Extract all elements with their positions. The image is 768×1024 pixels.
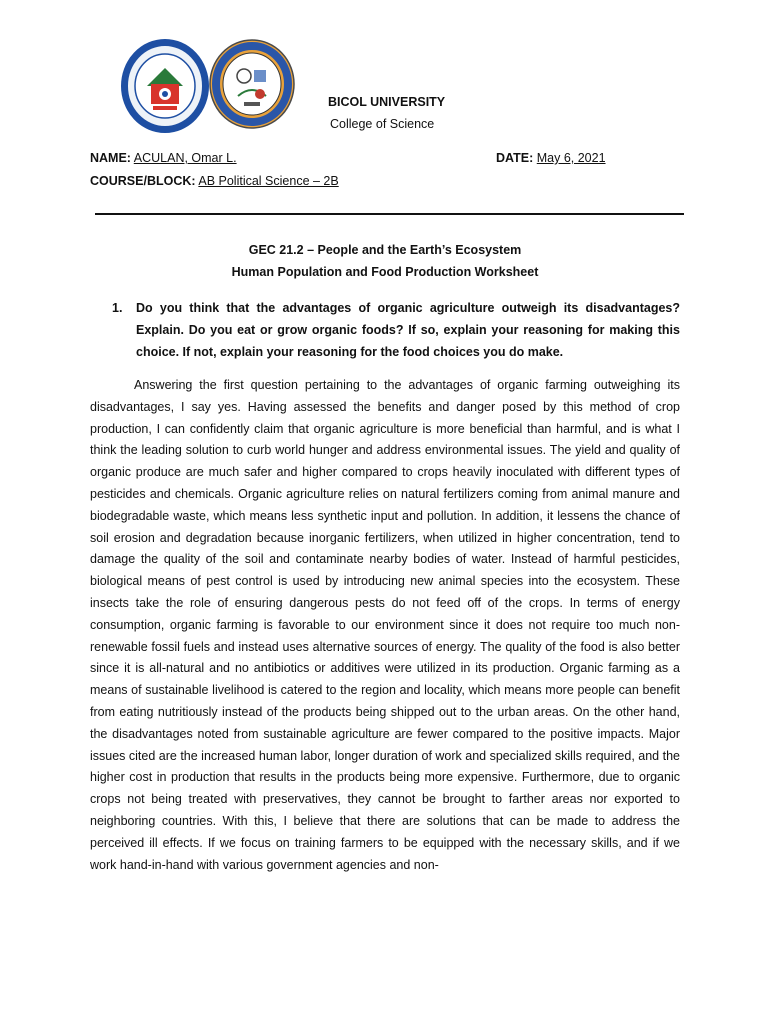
date-row — [496, 151, 606, 165]
question-text: Do you think that the advantages of organic agriculture outweigh its disadvantages? Explain. Do you eat or grow organic foods? If so, explain your reasoning for making this choice. If not, explain your reasoning for the food choices you do make. — [136, 301, 680, 359]
date-label: DATE: — [496, 151, 534, 165]
header-divider — [95, 213, 684, 215]
student-name: ACULAN, Omar L. — [133, 151, 237, 165]
answer-paragraph: Answering the first question pertaining to the advantages of organic farming outweighing its disadvantages, I say yes. Having assessed the benefits and danger posed by this method of crop production, I can confidently claim that organic agriculture is more beneficial than harmful, and is what I think the leading solution to curb world hunger and address environmental issues. The yield and quality of organic produce are much safer and higher compared to crops heavily inoculated with different types of pesticides and chemicals. Organic agriculture relies on natural fertilizers coming from animal manure and biodegradable waste, which means less synthetic input and pollution. In addition, it lessens the chance of soil erosion and degradation because inorganic fertilizers, when utilized in higher concentration, tend to damage the quality of the soil and contaminate nearby bodies of water. Instead of harmful pesticides, biological means of pest control is used by introducing new animal species into the ecosystem. These insects take the role of ensuring dangerous pests do not feed off of the crops. In terms of energy consumption, organic farming is favorable to our environment since it does not require too much non-renewable fossil fuels and instead uses alternative sources of energy. The quality of the food is also better since it is all-natural and no antibiotics or additives were utilized in its production. Organic farming as a means of sustainable livelihood is catered to the region and locality, which means more people can benefit from eating nutritiously instead of the products being shipped out to the urban areas. On the other hand, the disadvantages noted from sustainable agriculture are fewer compared to the positive impacts. Major issues cited are the increased human labor, longer duration of work and specialized skills required, and the higher cost in production that results in the products being more expensive. Furthermore, due to organic crops not being treated with preservatives, they cannot be brought to farther areas nor exported to neighboring countries. With this, I believe that there are solutions that can be made to address the perceived ill effects. If we focus on training farmers to be equipped with the necessary skills, and if we work hand-in-hand with various government agencies and non- — [90, 378, 680, 872]
worksheet-title: Human Population and Food Production Worksheet — [231, 265, 539, 279]
question-number: 1. — [112, 301, 123, 315]
logos — [120, 38, 300, 138]
college-of-science-seal — [208, 38, 296, 130]
name-row — [90, 151, 237, 165]
bicol-university-seal — [120, 38, 210, 134]
course-title: GEC 21.2 – People and the Earth’s Ecosystem — [248, 243, 522, 257]
course-label: COURSE/BLOCK: — [90, 174, 196, 188]
question-item — [112, 297, 680, 363]
university-name: BICOL UNIVERSITY — [328, 95, 446, 109]
submission-date: May 6, 2021 — [536, 151, 606, 165]
course-block: AB Political Science – 2B — [198, 174, 339, 188]
name-label: NAME: — [90, 151, 131, 165]
college-name: College of Science — [330, 117, 435, 131]
course-row — [90, 174, 339, 188]
